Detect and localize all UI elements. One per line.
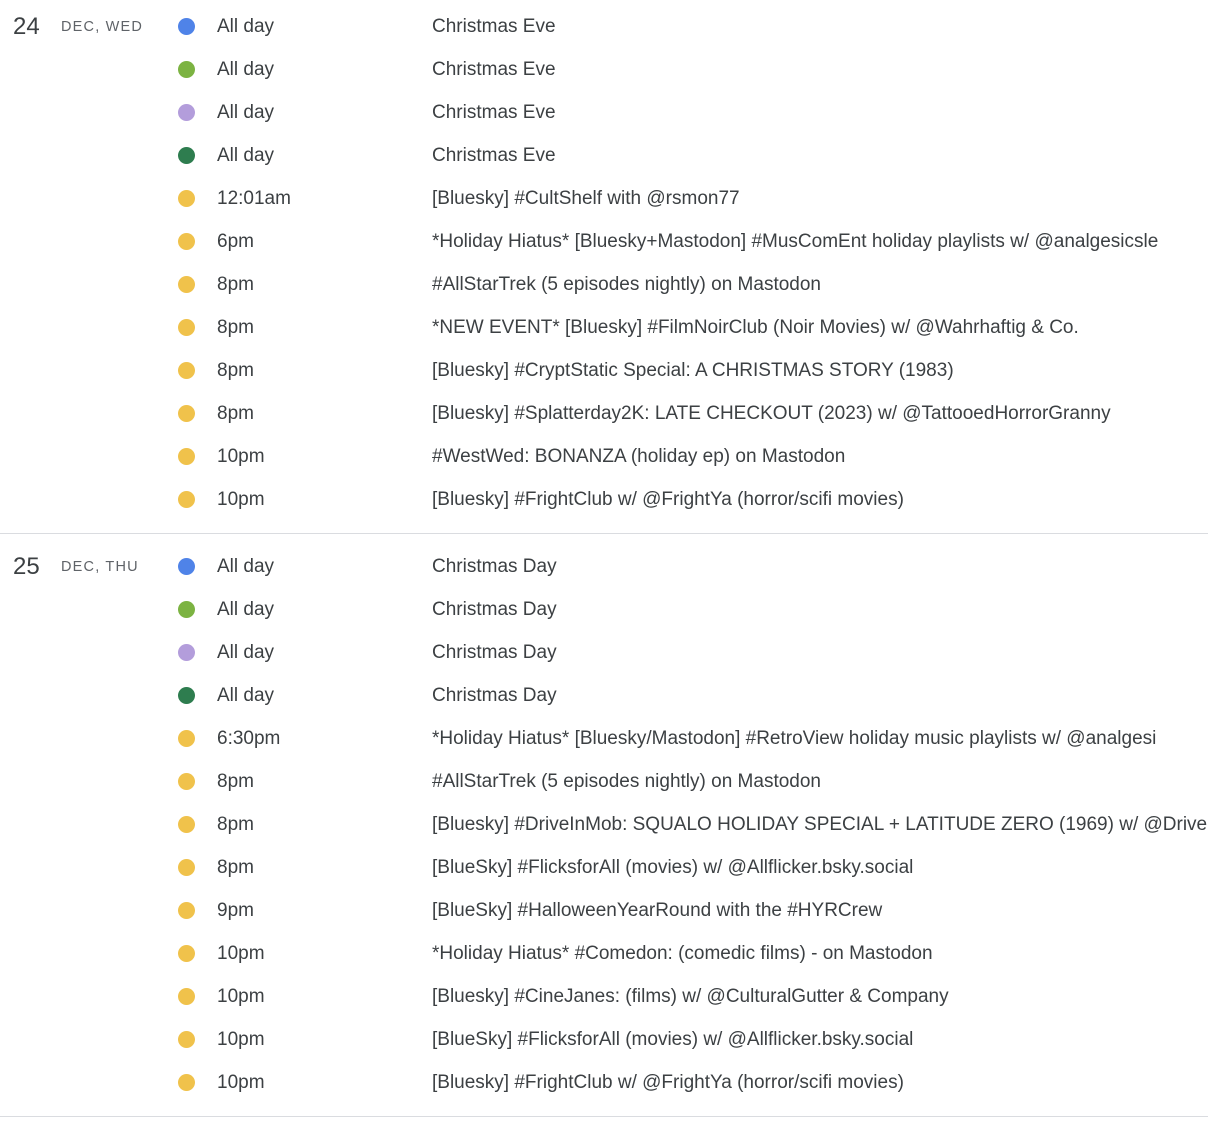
event-time: 10pm [217, 985, 265, 1007]
event-title: Christmas Day [432, 641, 557, 663]
event-title: [Bluesky] #CryptStatic Special: A CHRISTMAS STORY (1983) [432, 359, 954, 381]
event-row[interactable] [0, 478, 1208, 521]
event-row[interactable] [0, 631, 1208, 674]
event-time: All day [217, 15, 275, 37]
event-time: All day [217, 144, 275, 166]
calendar-color-dot-icon [178, 491, 195, 508]
event-row[interactable] [0, 134, 1208, 177]
calendar-color-dot-icon [178, 859, 195, 876]
event-title: *Holiday Hiatus* [Bluesky+Mastodon] #MusComEnt holiday playlists w/ @analgesicsle [432, 230, 1159, 252]
day-label: DEC, WED [61, 18, 144, 35]
event-row[interactable] [0, 932, 1208, 975]
event-time: 8pm [217, 273, 254, 295]
event-row[interactable] [0, 177, 1208, 220]
event-title: #AllStarTrek (5 episodes nightly) on Mastodon [432, 770, 821, 792]
event-row[interactable] [0, 263, 1208, 306]
event-time: 10pm [217, 1028, 265, 1050]
event-time: 8pm [217, 770, 254, 792]
event-time: 8pm [217, 316, 254, 338]
event-time: All day [217, 641, 275, 663]
event-time: 8pm [217, 856, 254, 878]
event-time: All day [217, 684, 275, 706]
event-title: Christmas Day [432, 555, 557, 577]
event-row[interactable] [0, 349, 1208, 392]
event-row[interactable] [0, 1061, 1208, 1104]
day-group [0, 534, 1208, 1117]
calendar-color-dot-icon [178, 233, 195, 250]
event-row[interactable] [0, 803, 1208, 846]
event-time: 6pm [217, 230, 254, 252]
event-row[interactable] [0, 1018, 1208, 1061]
event-row[interactable] [0, 545, 1208, 588]
calendar-color-dot-icon [178, 816, 195, 833]
event-time: 8pm [217, 813, 254, 835]
event-row[interactable] [0, 220, 1208, 263]
event-title: #WestWed: BONANZA (holiday ep) on Mastodon [432, 445, 846, 467]
event-title: Christmas Eve [432, 101, 556, 123]
event-time: 10pm [217, 1071, 265, 1093]
event-row[interactable] [0, 889, 1208, 932]
calendar-color-dot-icon [178, 147, 195, 164]
calendar-color-dot-icon [178, 104, 195, 121]
event-row[interactable] [0, 392, 1208, 435]
event-title: Christmas Eve [432, 144, 556, 166]
event-row[interactable] [0, 975, 1208, 1018]
calendar-color-dot-icon [178, 1031, 195, 1048]
event-title: [Bluesky] #FrightClub w/ @FrightYa (horror/scifi movies) [432, 1071, 904, 1093]
event-title: [BlueSky] #FlicksforAll (movies) w/ @Allflicker.bsky.social [432, 856, 914, 878]
event-row[interactable] [0, 846, 1208, 889]
calendar-color-dot-icon [178, 730, 195, 747]
calendar-color-dot-icon [178, 601, 195, 618]
event-title: *Holiday Hiatus* #Comedon: (comedic films) - on Mastodon [432, 942, 933, 964]
calendar-color-dot-icon [178, 405, 195, 422]
event-title: #AllStarTrek (5 episodes nightly) on Mastodon [432, 273, 821, 295]
event-title: [Bluesky] #CineJanes: (films) w/ @CulturalGutter & Company [432, 985, 949, 1007]
event-title: [Bluesky] #FrightClub w/ @FrightYa (horror/scifi movies) [432, 488, 904, 510]
event-time: 10pm [217, 942, 265, 964]
calendar-color-dot-icon [178, 1074, 195, 1091]
event-title: [Bluesky] #DriveInMob: SQUALO HOLIDAY SPECIAL + LATITUDE ZERO (1969) w/ @Drive [432, 813, 1208, 835]
event-time: 10pm [217, 445, 265, 467]
calendar-color-dot-icon [178, 945, 195, 962]
event-title: Christmas Day [432, 684, 557, 706]
day-number[interactable]: 24 [13, 12, 40, 40]
event-time: 8pm [217, 359, 254, 381]
event-title: [Bluesky] #CultShelf with @rsmon77 [432, 187, 740, 209]
event-title: *Holiday Hiatus* [Bluesky/Mastodon] #RetroView holiday music playlists w/ @analgesi [432, 727, 1157, 749]
calendar-color-dot-icon [178, 362, 195, 379]
event-row[interactable] [0, 5, 1208, 48]
event-title: [Bluesky] #Splatterday2K: LATE CHECKOUT (2023) w/ @TattooedHorrorGranny [432, 402, 1111, 424]
event-time: All day [217, 555, 275, 577]
calendar-color-dot-icon [178, 448, 195, 465]
calendar-color-dot-icon [178, 687, 195, 704]
calendar-color-dot-icon [178, 319, 195, 336]
event-time: 8pm [217, 402, 254, 424]
calendar-color-dot-icon [178, 558, 195, 575]
event-row[interactable] [0, 48, 1208, 91]
calendar-color-dot-icon [178, 773, 195, 790]
calendar-color-dot-icon [178, 18, 195, 35]
calendar-color-dot-icon [178, 190, 195, 207]
event-time: All day [217, 101, 275, 123]
calendar-color-dot-icon [178, 988, 195, 1005]
calendar-color-dot-icon [178, 276, 195, 293]
event-row[interactable] [0, 91, 1208, 134]
event-title: *NEW EVENT* [Bluesky] #FilmNoirClub (Noir Movies) w/ @Wahrhaftig & Co. [432, 316, 1079, 338]
event-title: [BlueSky] #FlicksforAll (movies) w/ @Allflicker.bsky.social [432, 1028, 914, 1050]
day-label: DEC, THU [61, 558, 139, 575]
event-time: All day [217, 598, 275, 620]
event-time: 10pm [217, 488, 265, 510]
event-row[interactable] [0, 588, 1208, 631]
event-title: Christmas Day [432, 598, 557, 620]
calendar-color-dot-icon [178, 644, 195, 661]
calendar-color-dot-icon [178, 902, 195, 919]
event-time: 9pm [217, 899, 254, 921]
event-time: 6:30pm [217, 727, 281, 749]
event-time: 12:01am [217, 187, 291, 209]
event-row[interactable] [0, 435, 1208, 478]
event-time: All day [217, 58, 275, 80]
day-number[interactable]: 25 [13, 552, 40, 580]
event-title: Christmas Eve [432, 58, 556, 80]
event-row[interactable] [0, 306, 1208, 349]
event-row[interactable] [0, 760, 1208, 803]
event-row[interactable] [0, 717, 1208, 760]
event-title: [BlueSky] #HalloweenYearRound with the #HYRCrew [432, 899, 883, 921]
day-group [0, 0, 1208, 534]
calendar-color-dot-icon [178, 61, 195, 78]
event-row[interactable] [0, 674, 1208, 717]
event-title: Christmas Eve [432, 15, 556, 37]
